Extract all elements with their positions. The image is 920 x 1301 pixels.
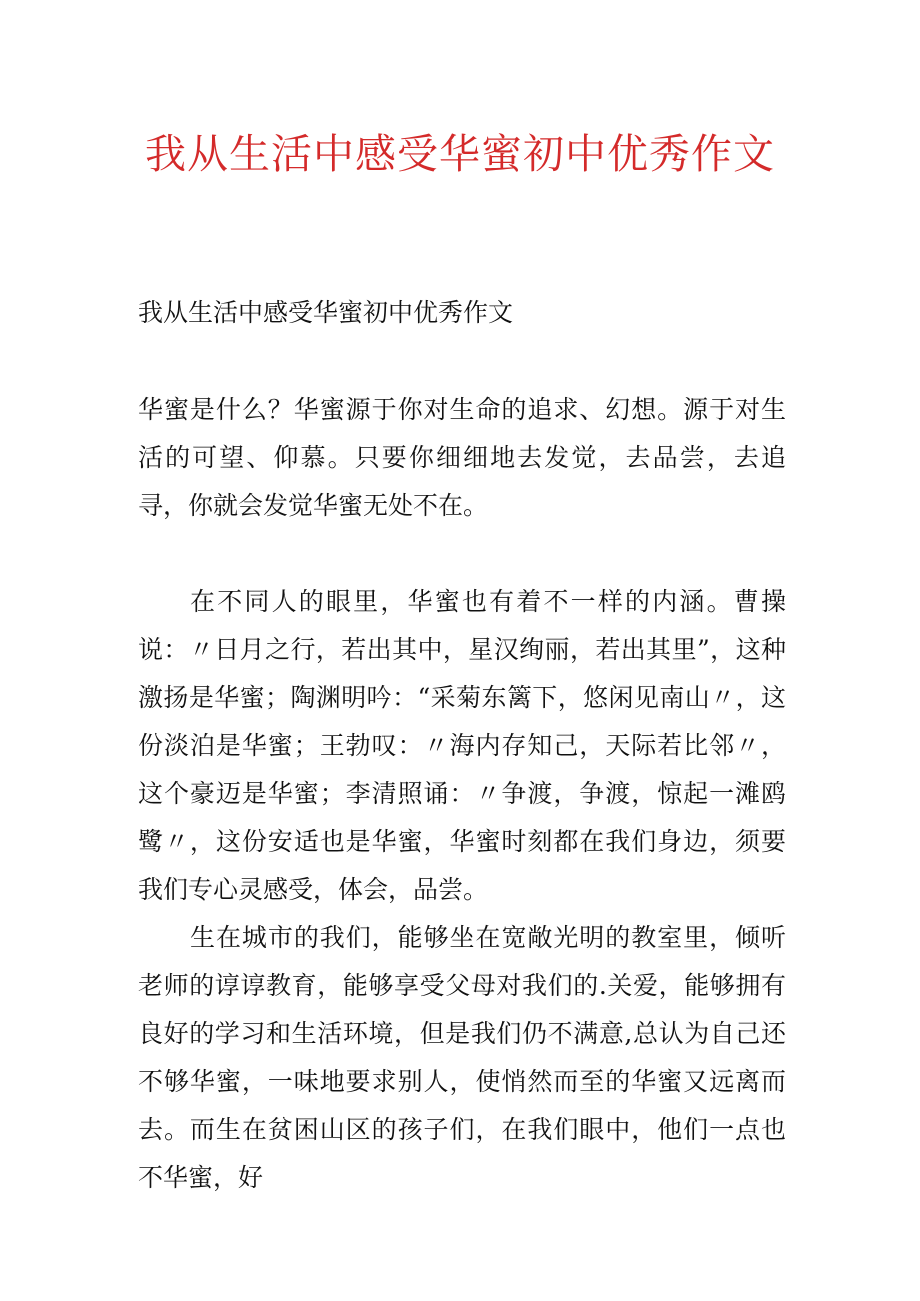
page-title: 我从生活中感受华蜜初中优秀作文 (145, 130, 775, 178)
paragraph-3: 生在城市的我们，能够坐在宽敞光明的教室里，倾听老师的谆谆教育，能够享受父母对我们的.关爱，能够拥有良好的学习和生活环境，但是我们仍不满意,总认为自己还不够华蜜，一味地要求别人，使悄然而至的华蜜又远离而去。而生在贫困山区的孩子们，在我们眼中，他们一点也不华蜜，好 (138, 923, 786, 1192)
article-subtitle: 我从生活中感受华蜜初中优秀作文 (138, 298, 514, 327)
paragraph-1: 华蜜是什么？华蜜源于你对生命的追求、幻想。源于对生活的可望、仰慕。只要你细细地去发觉，去品尝，去追寻，你就会发觉华蜜无处不在。 (138, 395, 786, 520)
paragraph-2: 在不同人的眼里，华蜜也有着不一样的内涵。曹操说：〃日月之行，若出其中，星汉绚丽，若出其里”，这种激扬是华蜜；陶渊明吟：“采菊东篱下，悠闲见南山〃，这份淡泊是华蜜；王勃叹：〃海内存知己，天际若比邻〃，这个豪迈是华蜜；李清照诵：〃争渡，争渡，惊起一滩鸥鹭〃，这份安适也是华蜜，华蜜时刻都在我们身边，须要我们专心灵感受，体会，品尝。 (138, 587, 786, 904)
